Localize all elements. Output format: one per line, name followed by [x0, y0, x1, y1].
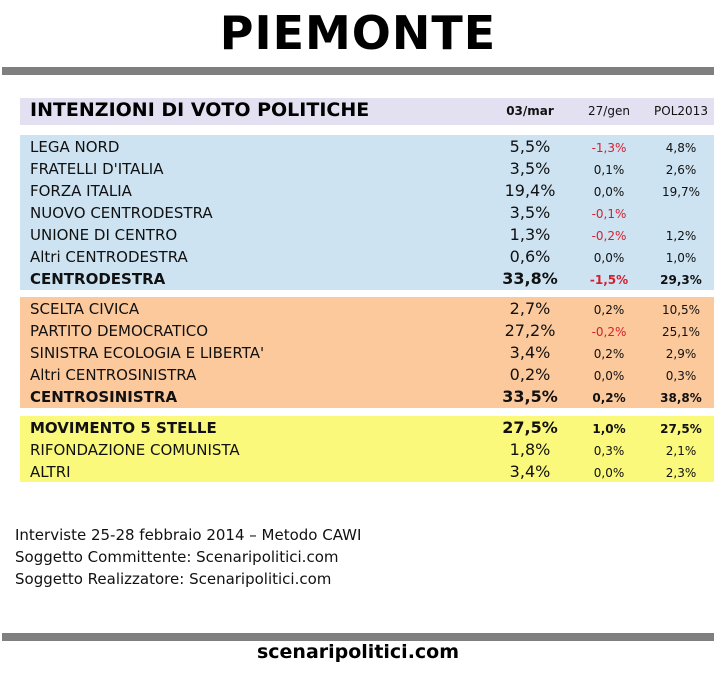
value-03-mar: 3,5% — [509, 203, 551, 222]
value-03-mar: 1,8% — [509, 440, 551, 459]
table-title: INTENZIONI DI VOTO POLITICHE — [30, 99, 370, 121]
value-pol2013: 2,3% — [665, 466, 697, 480]
group-block — [20, 135, 714, 290]
table-row — [20, 439, 714, 461]
value-pol2013: 2,6% — [665, 163, 697, 177]
value-pol2013: 19,7% — [661, 185, 701, 199]
survey-notes — [15, 524, 361, 590]
party-name: FRATELLI D'ITALIA — [30, 160, 164, 178]
value-03-mar: 19,4% — [504, 181, 556, 200]
value-pol2013: 0,3% — [665, 369, 697, 383]
change-27-gen: 0,0% — [593, 466, 625, 480]
table-row — [20, 320, 714, 342]
value-pol2013: 25,1% — [661, 325, 701, 339]
value-pol2013: 10,5% — [661, 303, 701, 317]
footer-site: scenaripolitici.com — [256, 641, 460, 663]
table-row — [20, 461, 714, 483]
party-name: RIFONDAZIONE COMUNISTA — [30, 441, 240, 459]
note-committente: Soggetto Committente: Scenaripolitici.com — [15, 548, 339, 566]
party-name: LEGA NORD — [30, 138, 120, 156]
value-pol2013: 4,8% — [665, 141, 697, 155]
table-row — [20, 246, 714, 268]
value-03-mar: 1,3% — [509, 225, 551, 244]
table-header — [20, 98, 714, 125]
value-03-mar: 3,5% — [509, 159, 551, 178]
party-name: MOVIMENTO 5 STELLE — [30, 419, 217, 437]
change-27-gen: -1,3% — [591, 141, 627, 155]
column-header-03-mar: 03/mar — [506, 104, 554, 118]
value-03-mar: 27,2% — [504, 321, 556, 340]
column-header-27-gen: 27/gen — [588, 104, 630, 118]
value-03-mar: 2,7% — [509, 299, 551, 318]
note-interviews: Interviste 25-28 febbraio 2014 – Metodo CAWI — [15, 526, 362, 544]
value-pol2013: 38,8% — [660, 391, 702, 405]
change-27-gen: 0,0% — [593, 185, 625, 199]
party-name: CENTROSINISTRA — [30, 388, 178, 406]
change-27-gen: 0,2% — [592, 391, 626, 405]
change-27-gen: -0,1% — [591, 207, 627, 221]
table-total-row — [20, 268, 714, 290]
table-total-row — [20, 417, 714, 439]
table-row — [20, 224, 714, 246]
change-27-gen: 0,0% — [593, 251, 625, 265]
party-name: SCELTA CIVICA — [30, 300, 140, 318]
party-name: NUOVO CENTRODESTRA — [30, 204, 213, 222]
group-block — [20, 416, 714, 482]
table-total-row — [20, 386, 714, 408]
column-header-pol2013: POL2013 — [654, 104, 708, 118]
value-03-mar: 0,6% — [509, 247, 551, 266]
table-row — [20, 342, 714, 364]
top-divider — [2, 67, 714, 75]
change-27-gen: -1,5% — [589, 273, 629, 287]
party-name: ALTRI — [30, 463, 71, 481]
bottom-divider — [2, 633, 714, 641]
change-27-gen: 0,3% — [593, 444, 625, 458]
table-row — [20, 298, 714, 320]
page-title: PIEMONTE — [219, 6, 497, 60]
value-03-mar: 0,2% — [509, 365, 551, 384]
table-row — [20, 202, 714, 224]
value-pol2013: 1,2% — [665, 229, 697, 243]
change-27-gen: -0,2% — [591, 229, 627, 243]
change-27-gen: -0,2% — [591, 325, 627, 339]
value-03-mar: 3,4% — [509, 343, 551, 362]
change-27-gen: 0,2% — [593, 347, 625, 361]
value-pol2013: 29,3% — [660, 273, 702, 287]
party-name: Altri CENTROSINISTRA — [30, 366, 197, 384]
value-03-mar: 27,5% — [502, 418, 558, 437]
value-03-mar: 3,4% — [509, 462, 551, 481]
value-03-mar: 33,8% — [502, 269, 558, 288]
value-pol2013: 1,0% — [665, 251, 697, 265]
party-name: Altri CENTRODESTRA — [30, 248, 188, 266]
party-name: PARTITO DEMOCRATICO — [30, 322, 209, 340]
change-27-gen: 1,0% — [592, 422, 626, 436]
party-name: UNIONE DI CENTRO — [30, 226, 178, 244]
table-row — [20, 180, 714, 202]
party-name: CENTRODESTRA — [30, 270, 166, 288]
party-name: FORZA ITALIA — [30, 182, 132, 200]
table-row — [20, 158, 714, 180]
group-block — [20, 297, 714, 408]
value-03-mar: 5,5% — [509, 137, 551, 156]
party-name: SINISTRA ECOLOGIA E LIBERTA' — [30, 344, 265, 362]
table-row — [20, 136, 714, 158]
note-realizzatore: Soggetto Realizzatore: Scenaripolitici.com — [15, 570, 332, 588]
value-03-mar: 33,5% — [502, 387, 558, 406]
change-27-gen: 0,2% — [593, 303, 625, 317]
table-row — [20, 364, 714, 386]
change-27-gen: 0,1% — [593, 163, 625, 177]
value-pol2013: 2,1% — [665, 444, 697, 458]
change-27-gen: 0,0% — [593, 369, 625, 383]
value-pol2013: 27,5% — [660, 422, 702, 436]
value-pol2013: 2,9% — [665, 347, 697, 361]
